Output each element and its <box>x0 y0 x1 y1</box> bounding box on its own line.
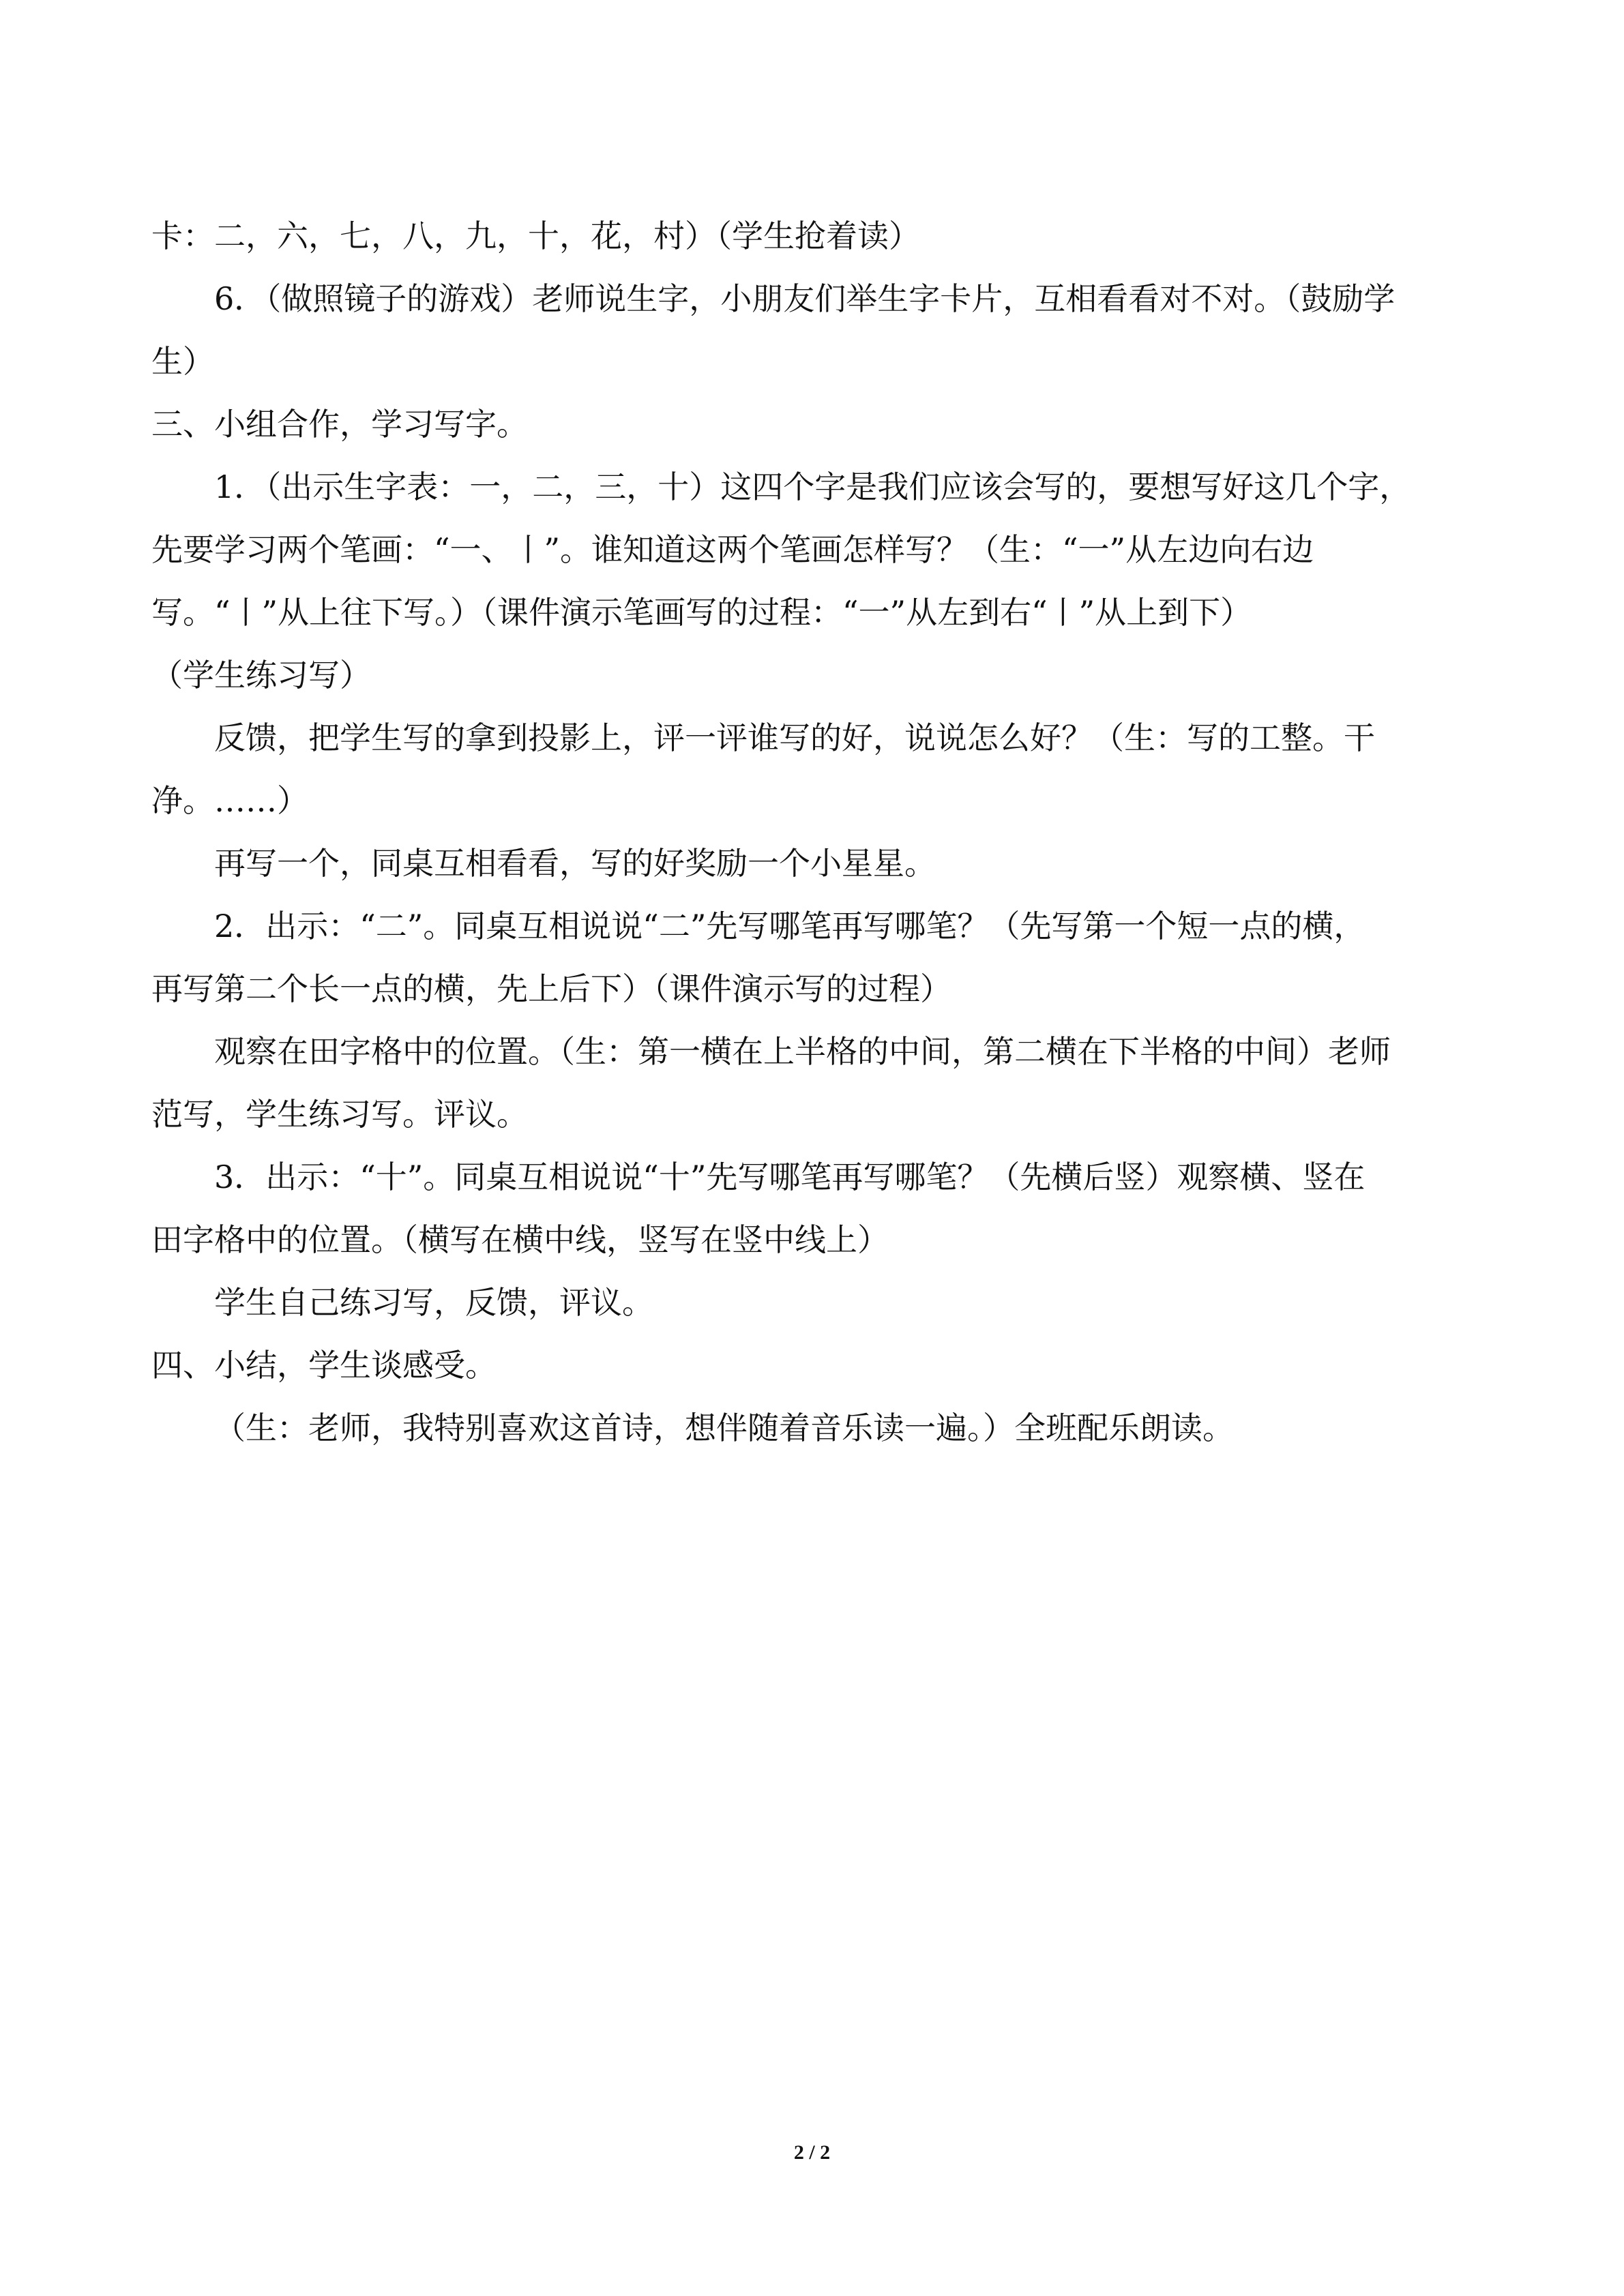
text-line: 生） <box>151 343 214 380</box>
text-line: 学生自己练习写，反馈，评议。 <box>214 1284 653 1321</box>
text-line: 反馈，把学生写的拿到投影上，评一评谁写的好，说说怎么好？（生：写的工整。干 <box>214 719 1375 756</box>
page-number: 2 / 2 <box>793 2141 831 2164</box>
text-line: 再写第二个长一点的横，先上后下）（课件演示写的过程） <box>151 970 951 1007</box>
text-line: 再写一个，同桌互相看看，写的好奖励一个小星星。 <box>214 845 936 882</box>
text-line: 写。“丨”从上往下写。）（课件演示笔画写的过程：“一”从左到右“丨”从上到下） <box>151 594 1252 631</box>
document-body <box>151 205 1488 1459</box>
text-line: 田字格中的位置。（横写在横中线，竖写在竖中线上） <box>151 1221 889 1258</box>
text-line: 范写，学生练习写。评议。 <box>151 1096 528 1133</box>
text-line: 卡：二，六，七，八，九，十，花，村）（学生抢着读） <box>151 218 920 254</box>
text-line: 四、小结，学生谈感受。 <box>151 1347 497 1384</box>
text-line: （生：老师，我特别喜欢这首诗，想伴随着音乐读一遍。）全班配乐朗读。 <box>214 1410 1234 1446</box>
text-line: 3．出示：“十”。同桌互相说说“十”先写哪笔再写哪笔？（先横后竖）观察横、竖在 <box>214 1159 1365 1195</box>
text-line: 净。……） <box>151 782 308 819</box>
text-line: 1．（出示生字表：一，二，三，十）这四个字是我们应该会写的，要想写好这几个字， <box>214 468 1411 505</box>
text-line: 2．出示：“二”。同桌互相说说“二”先写哪笔再写哪笔？（先写第一个短一点的横， <box>214 908 1365 944</box>
text-line: 三、小组合作，学习写字。 <box>151 406 528 443</box>
text-line: （学生练习写） <box>151 657 371 694</box>
text-line: 观察在田字格中的位置。（生：第一横在上半格的中间，第二横在下半格的中间）老师 <box>214 1033 1391 1070</box>
text-line: 先要学习两个笔画：“一、丨”。谁知道这两个笔画怎样写？（生：“一”从左边向右边 <box>151 531 1314 568</box>
text-line: 6．（做照镜子的游戏）老师说生字，小朋友们举生字卡片，互相看看对不对。（鼓励学 <box>214 280 1396 317</box>
